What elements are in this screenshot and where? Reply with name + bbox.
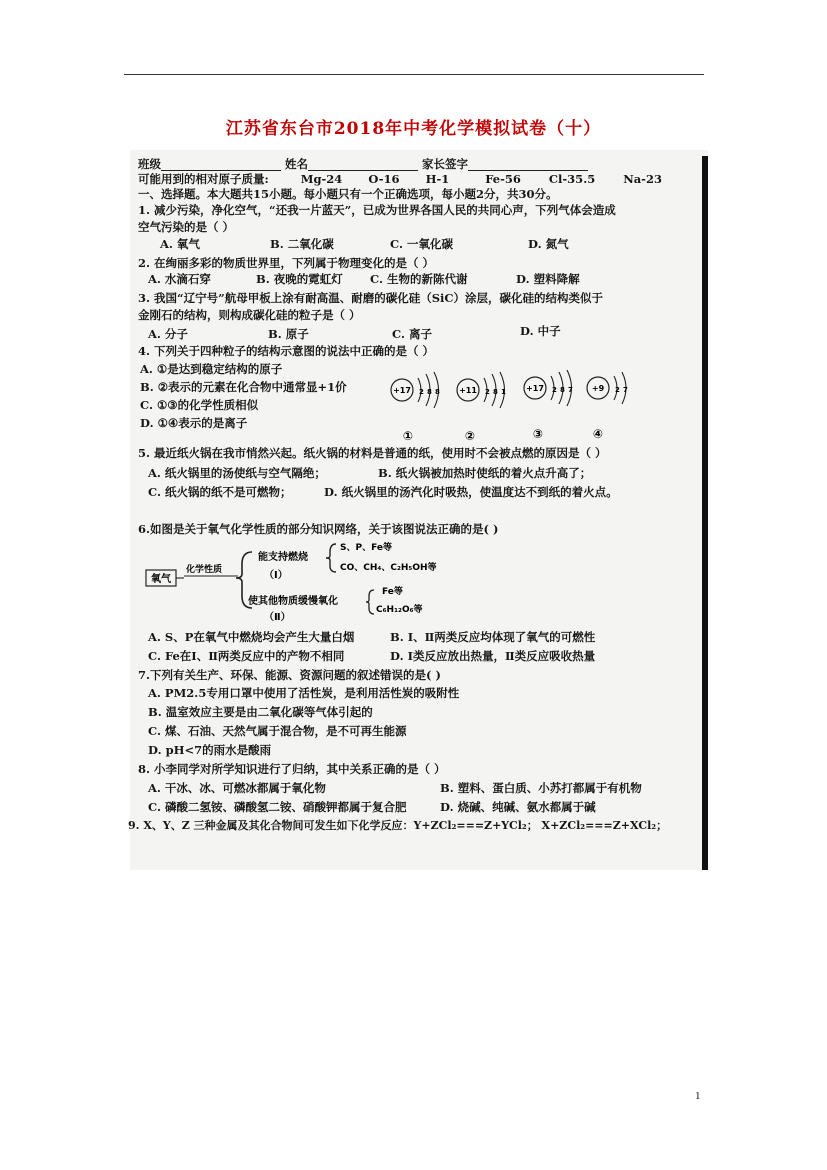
atom-2-nucleus: +11	[459, 386, 477, 395]
q9-stem: 9. X、Y、Z 三种金属及其化合物间可发生如下化学反应：Y+ZCl₂===Z+YCl₂； X+ZCl₂===Z+XCl₂；	[128, 819, 668, 832]
atom-diagram-1	[391, 372, 440, 443]
parent-label: 家长签字	[422, 157, 469, 171]
page-title: 江苏省东台市2018年中考化学模拟试卷（十）	[225, 119, 602, 139]
atom-diagram-2	[457, 372, 506, 443]
q1-option-c[interactable]: C. 一氧化碳	[390, 237, 453, 251]
q3-option-c[interactable]: C. 离子	[392, 327, 432, 341]
category-2-number: （Ⅱ）	[264, 612, 291, 622]
atom-1-label: ①	[402, 429, 414, 443]
q2-option-c[interactable]: C. 生物的新陈代谢	[370, 272, 468, 286]
atom-3-label: ③	[532, 427, 544, 441]
q4-option-a[interactable]: A. ①是达到稳定结构的原子	[140, 362, 283, 376]
q5-option-d[interactable]: D. 纸火锅里的汤汽化时吸热，使温度达不到纸的着火点。	[324, 485, 618, 499]
atom-4-shell-2: 7	[623, 386, 628, 394]
q8-option-c[interactable]: C. 磷酸二氢铵、磷酸氢二铵、硝酸钾都属于复合肥	[148, 800, 407, 814]
q2-option-a[interactable]: A. 水滴石穿	[148, 272, 211, 286]
atom-2-shell-1: 2	[485, 388, 490, 396]
q1-stem: 1. 减少污染，净化空气，“还我一片蓝天”，已成为世界各国人民的共同心声，下列气体会造成	[138, 203, 616, 217]
atom-1-nucleus: +17	[393, 386, 411, 395]
q1-option-d[interactable]: D. 氮气	[528, 237, 569, 251]
q1-option-a[interactable]: A. 氧气	[160, 237, 200, 251]
category-2-item-1: Fe等	[382, 587, 403, 597]
name-field[interactable]	[308, 158, 418, 171]
parent-signature-field[interactable]	[468, 158, 588, 171]
header-rule	[124, 74, 704, 75]
branch-node: 化学性质	[186, 565, 223, 575]
category-1-number: （Ⅰ）	[264, 570, 288, 581]
class-label: 班级	[138, 157, 161, 171]
q6-stem: 6.如图是关于氧气化学性质的部分知识网络，关于该图说法正确的是( )	[138, 522, 499, 536]
atom-1-shell-1: 2	[419, 388, 424, 396]
scan-edge-bar	[702, 156, 708, 870]
atom-structure-diagrams	[380, 368, 650, 444]
q6-option-a[interactable]: A. S、P在氧气中燃烧均会产生大量白烟	[148, 630, 355, 644]
atom-2-shell-3: 1	[501, 388, 506, 396]
q4-stem: 4. 下列关于四种粒子的结构示意图的说法中正确的是（ ）	[138, 344, 435, 358]
q1-stem-cont: 空气污染的是（ ）	[138, 220, 235, 234]
q8-option-d[interactable]: D. 烧碱、纯碱、氨水都属于碱	[440, 800, 596, 814]
mass-cl: Cl-35.5	[548, 172, 596, 186]
q4-option-b[interactable]: B. ②表示的元素在化合物中通常显+1价	[140, 380, 347, 394]
atom-4-label: ④	[592, 427, 604, 441]
q2-option-d[interactable]: D. 塑料降解	[516, 272, 580, 286]
q5-option-b[interactable]: B. 纸火锅被加热时使纸的着火点升高了；	[378, 466, 592, 480]
q1-option-b[interactable]: B. 二氧化碳	[270, 237, 334, 251]
atom-1-shell-2: 8	[427, 388, 432, 396]
q7-stem: 7.下列有关生产、环保、能源、资源问题的叙述错误的是( )	[138, 668, 441, 682]
atom-3-shell-1: 2	[552, 386, 557, 394]
q5-stem: 5. 最近纸火锅在我市悄然兴起。纸火锅的材料是普通的纸，使用时不会被点燃的原因是（ ）	[138, 446, 607, 460]
q6-option-d[interactable]: D. Ⅰ类反应放出热量，Ⅱ类反应吸收热量	[390, 649, 596, 663]
q6-option-b[interactable]: B. Ⅰ、Ⅱ两类反应均体现了氧气的可燃性	[390, 630, 596, 644]
category-2-item-2: C₆H₁₂O₆等	[376, 605, 423, 615]
q7-option-c[interactable]: C. 煤、石油、天然气属于混合物，是不可再生能源	[148, 724, 407, 738]
q3-option-b[interactable]: B. 原子	[268, 327, 309, 341]
mass-na: Na-23	[623, 172, 662, 186]
q3-option-a[interactable]: A. 分子	[148, 327, 188, 341]
category-1: 能支持燃烧	[258, 552, 308, 563]
q4-option-c[interactable]: C. ①③的化学性质相似	[140, 398, 259, 412]
mass-o: O-16	[368, 172, 400, 186]
q4-option-d[interactable]: D. ①④表示的是离子	[140, 416, 248, 430]
class-field[interactable]	[161, 158, 281, 171]
atom-3-shell-2: 8	[560, 386, 565, 394]
oxygen-knowledge-network	[140, 538, 480, 622]
mass-mg: Mg-24	[300, 172, 343, 186]
atom-3-nucleus: +17	[526, 384, 544, 393]
section-heading: 一、选择题。本大题共15小题。每小题只有一个正确选项，每小题2分，共30分。	[138, 187, 558, 201]
q7-option-a[interactable]: A. PM2.5专用口罩中使用了活性炭，是利用活性炭的吸附性	[148, 686, 460, 700]
atom-4-shell-1: 2	[615, 386, 620, 394]
q6-option-c[interactable]: C. Fe在Ⅰ、Ⅱ两类反应中的产物不相同	[148, 649, 345, 663]
q7-option-d[interactable]: D. pH<7的雨水是酸雨	[148, 743, 272, 757]
page-number: 1	[695, 1090, 701, 1102]
q7-option-b[interactable]: B. 温室效应主要是由二氧化碳等气体引起的	[148, 705, 373, 719]
q8-option-b[interactable]: B. 塑料、蛋白质、小苏打都属于有机物	[440, 781, 642, 795]
mass-h: H-1	[425, 172, 450, 186]
atom-2-label: ②	[464, 429, 476, 443]
category-1-item-2: CO、CH₄、C₂H₅OH等	[340, 563, 437, 573]
q3-stem-cont: 金刚石的结构，则构成碳化硅的粒子是（ ）	[138, 308, 361, 322]
atom-4-nucleus: +9	[591, 384, 605, 393]
atom-diagram-4	[587, 372, 628, 441]
atom-diagram-3	[524, 370, 573, 441]
name-label: 姓名	[285, 157, 309, 171]
q3-option-d[interactable]: D. 中子	[520, 324, 561, 338]
mass-fe: Fe-56	[485, 172, 521, 186]
q5-option-c[interactable]: C. 纸火锅的纸不是可燃物；	[148, 485, 292, 499]
q5-option-a[interactable]: A. 纸火锅里的汤使纸与空气隔绝；	[148, 466, 326, 480]
q3-stem: 3. 我国“辽宁号”航母甲板上涂有耐高温、耐磨的碳化硅（SiC）涂层，碳化硅的结构类似于	[138, 291, 604, 305]
q2-option-b[interactable]: B. 夜晚的霓虹灯	[256, 272, 343, 286]
student-info-row	[138, 157, 588, 171]
q2-stem: 2. 在绚丽多彩的物质世界里，下列属于物理变化的是（ ）	[138, 256, 435, 270]
atom-2-shell-2: 8	[493, 388, 498, 396]
atom-1-shell-3: 8	[435, 388, 440, 396]
category-1-item-1: S、P、Fe等	[340, 543, 392, 553]
atom-3-shell-3: 7	[568, 386, 573, 394]
atomic-masses-row: 可能用到的相对原子质量: Mg-24 O-16 H-1 Fe-56 Cl-35.5 Na-23	[138, 172, 662, 186]
category-2: 使其他物质缓慢氧化	[248, 596, 338, 607]
q8-stem: 8. 小李同学对所学知识进行了归纳，其中关系正确的是（ ）	[138, 762, 446, 776]
root-node: 氧气	[151, 574, 171, 585]
q8-option-a[interactable]: A. 干冰、冰、可燃冰都属于氧化物	[148, 781, 326, 795]
